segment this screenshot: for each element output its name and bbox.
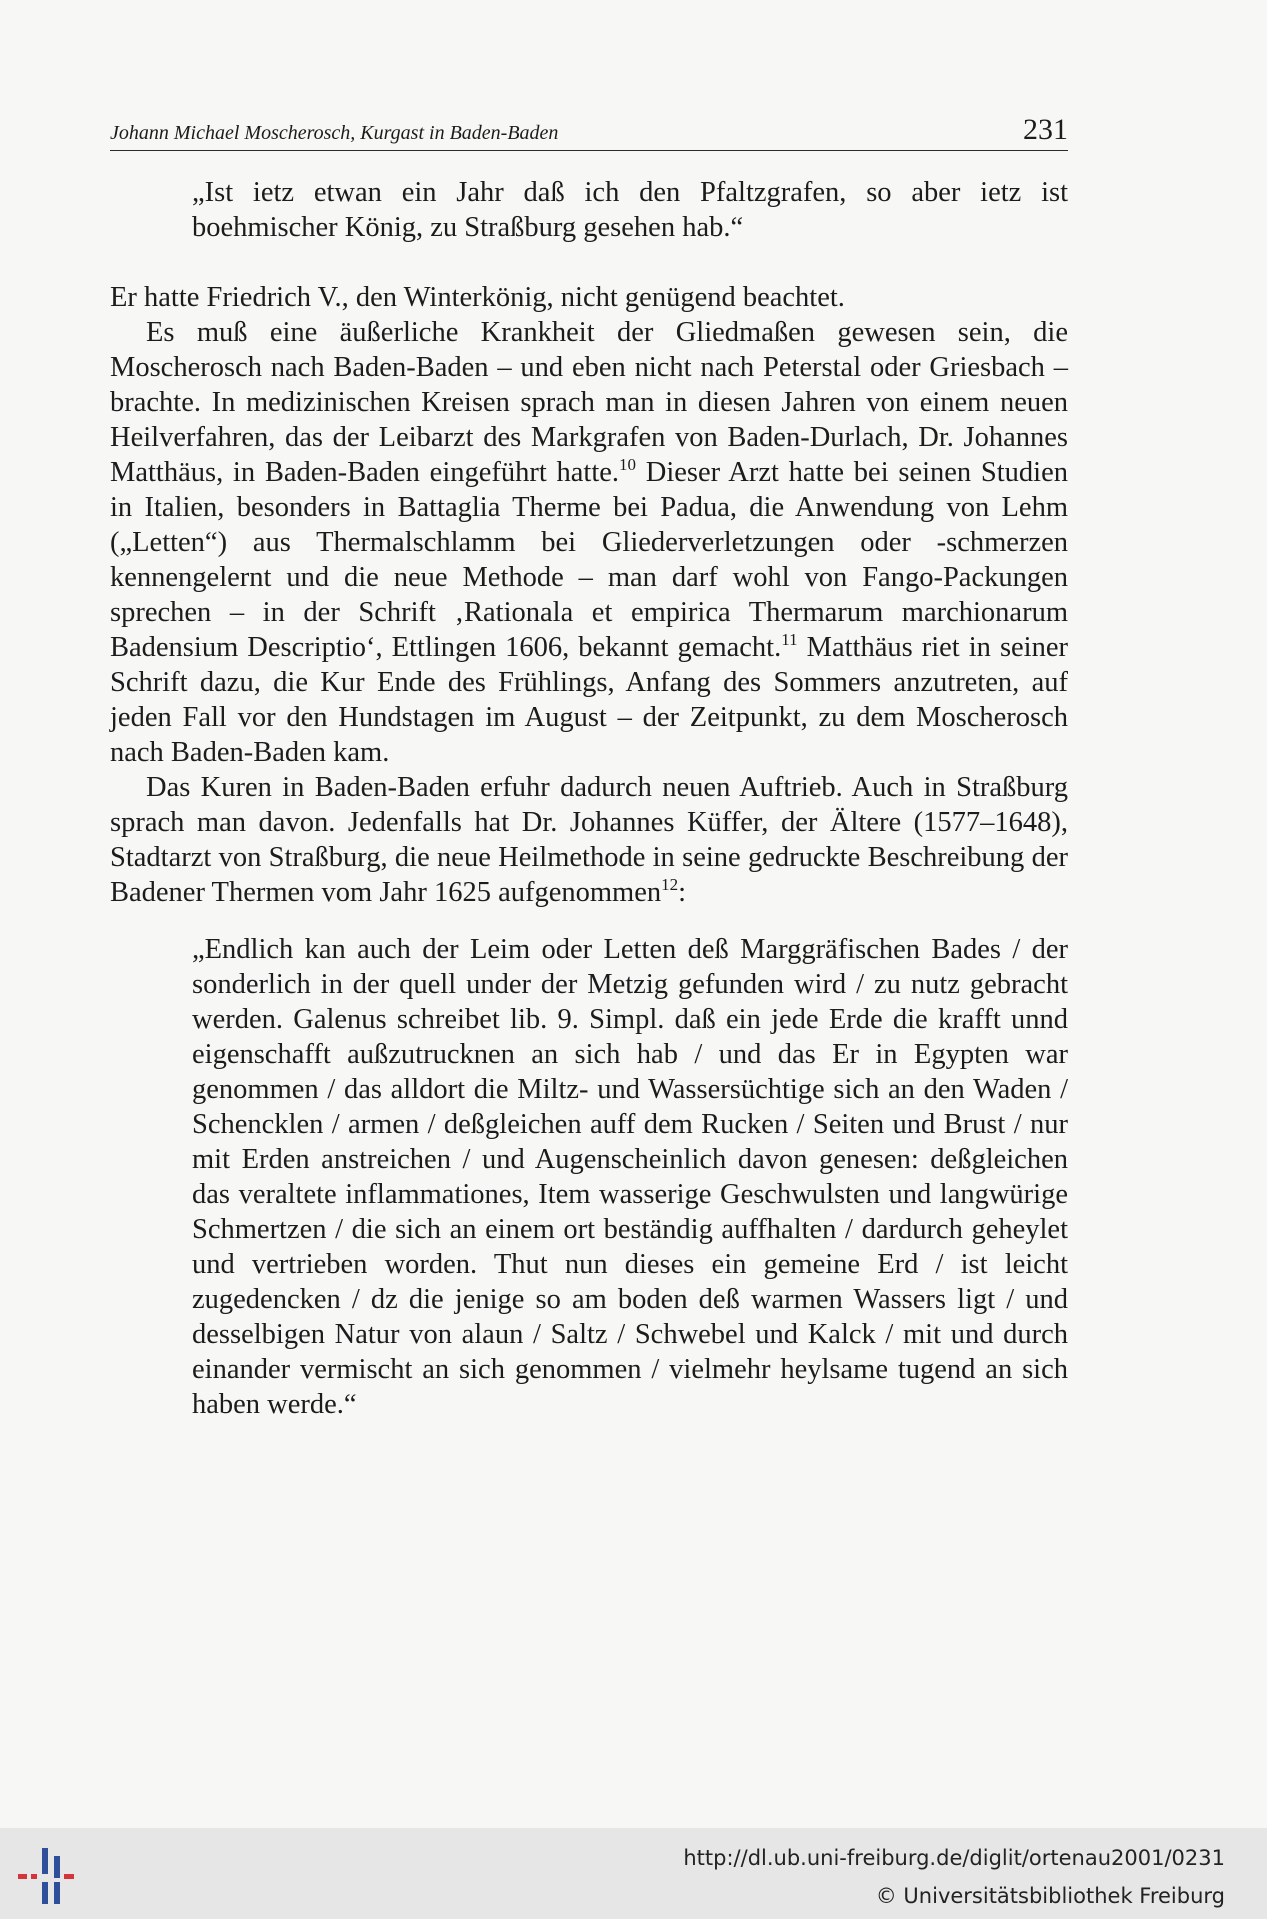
paragraph: Er hatte Friedrich V., den Winterkönig, nicht genügend beachtet. [110, 282, 845, 313]
paragraph [110, 315, 1068, 770]
ub-freiburg-logo-icon[interactable] [18, 1844, 80, 1908]
running-head [110, 110, 1068, 151]
footnote-ref[interactable]: 10 [619, 455, 637, 474]
paragraph-text: : [678, 877, 687, 908]
paragraph [110, 770, 1068, 910]
block-quote: „Endlich kan auch der Leim oder Letten deß Marggräfischen Bades / der sonderlich in der quell under der Metzig gefunden wird / zu nutz gebracht werden. Galenus schreibet lib. 9. Simpl. daß ein jede Erde die krafft unnd eigenschafft außzutrucknen an sich hab / und das Er in Egypten war genommen / das alldort die Miltz- und Wassersüchtige sich an den Waden / Schencklen / armen / deßgleichen auff dem Rucken / Seiten und Brust / nur mit Erden anstreichen / und Augenscheinlich davon genesen: deßgleichen das veraltete inflammationes, Item wasserige Geschwulsten und langwürige Schmertzen / die sich an einem ort beständig auffhalten / dardurch geheylet und vertrieben worden. Thut nun dieses ein gemeine Erd / ist leicht zugedencken / dz die jenige so am boden deß warmen Wassers ligt / und desselbigen Natur von alaun / Saltz / Schwebel und Kalck / mit und durch einander vermischt an sich genommen / vielmehr heylsame tugend an sich haben werde.“ [192, 934, 1068, 1420]
paragraph-text: Matthäus riet in seiner Schrift dazu, die Kur Ende des Frühlings, Anfang des Sommers anzutreten, auf jeden Fall vor den Hundstagen im August – der Zeitpunkt, zu dem Moscherosch nach Baden-Baden kam. [110, 632, 1068, 768]
block-quote: „Ist ietz etwan ein Jahr daß ich den Pfaltzgrafen, so aber ietz ist boehmischer König, zu Straßburg gesehen hab.“ [192, 177, 1068, 243]
paragraph-text: Dieser Arzt hatte bei seinen Studien in Italien, besonders in Battaglia Therme bei Padua, die Anwendung von Lehm („Letten“) aus Thermalschlamm bei Gliederverletzungen oder -schmerzen kennengelernt und die neue Methode – man darf wohl von Fango-Packungen sprechen – in der Schrift ‚Rationala et empirica Thermarum marchionarum Badensium Descriptio‘, Ettlingen 1606, bekannt gemacht. [110, 457, 1068, 663]
running-title: Johann Michael Moscherosch, Kurgast in Baden-Baden [110, 122, 559, 144]
paragraph-text: Es muß eine äußerliche Krankheit der Gliedmaßen gewesen sein, die Moscherosch nach Baden-Baden – und eben nicht nach Peterstal oder Griesbach – brachte. In medizinischen Kreisen sprach man in diesen Jahren von einem neuen Heilverfahren, das der Leibarzt des Markgrafen von Baden-Durlach, Dr. Johannes Matthäus, in Baden-Baden eingeführt hatte. [110, 317, 1068, 488]
footnote-ref[interactable]: 11 [781, 630, 798, 649]
viewer-footer [0, 1828, 1267, 1919]
copyright-notice: © Universitätsbibliothek Freiburg [875, 1884, 1225, 1908]
footnote-ref[interactable]: 12 [661, 875, 679, 894]
page-number: 231 [1023, 113, 1068, 146]
permalink-url[interactable]: http://dl.ub.uni-freiburg.de/diglit/ortenau2001/0231 [683, 1846, 1225, 1870]
body-text [110, 175, 1068, 1422]
paragraph-text: Das Kuren in Baden-Baden erfuhr dadurch neuen Auftrieb. Auch in Straßburg sprach man davon. Jedenfalls hat Dr. Johannes Küffer, der Ältere (1577–1648), Stadtarzt von Straßburg, die neue Heilmethode in seine gedruckte Beschreibung der Badener Thermen vom Jahr 1625 aufgenommen [110, 772, 1068, 908]
